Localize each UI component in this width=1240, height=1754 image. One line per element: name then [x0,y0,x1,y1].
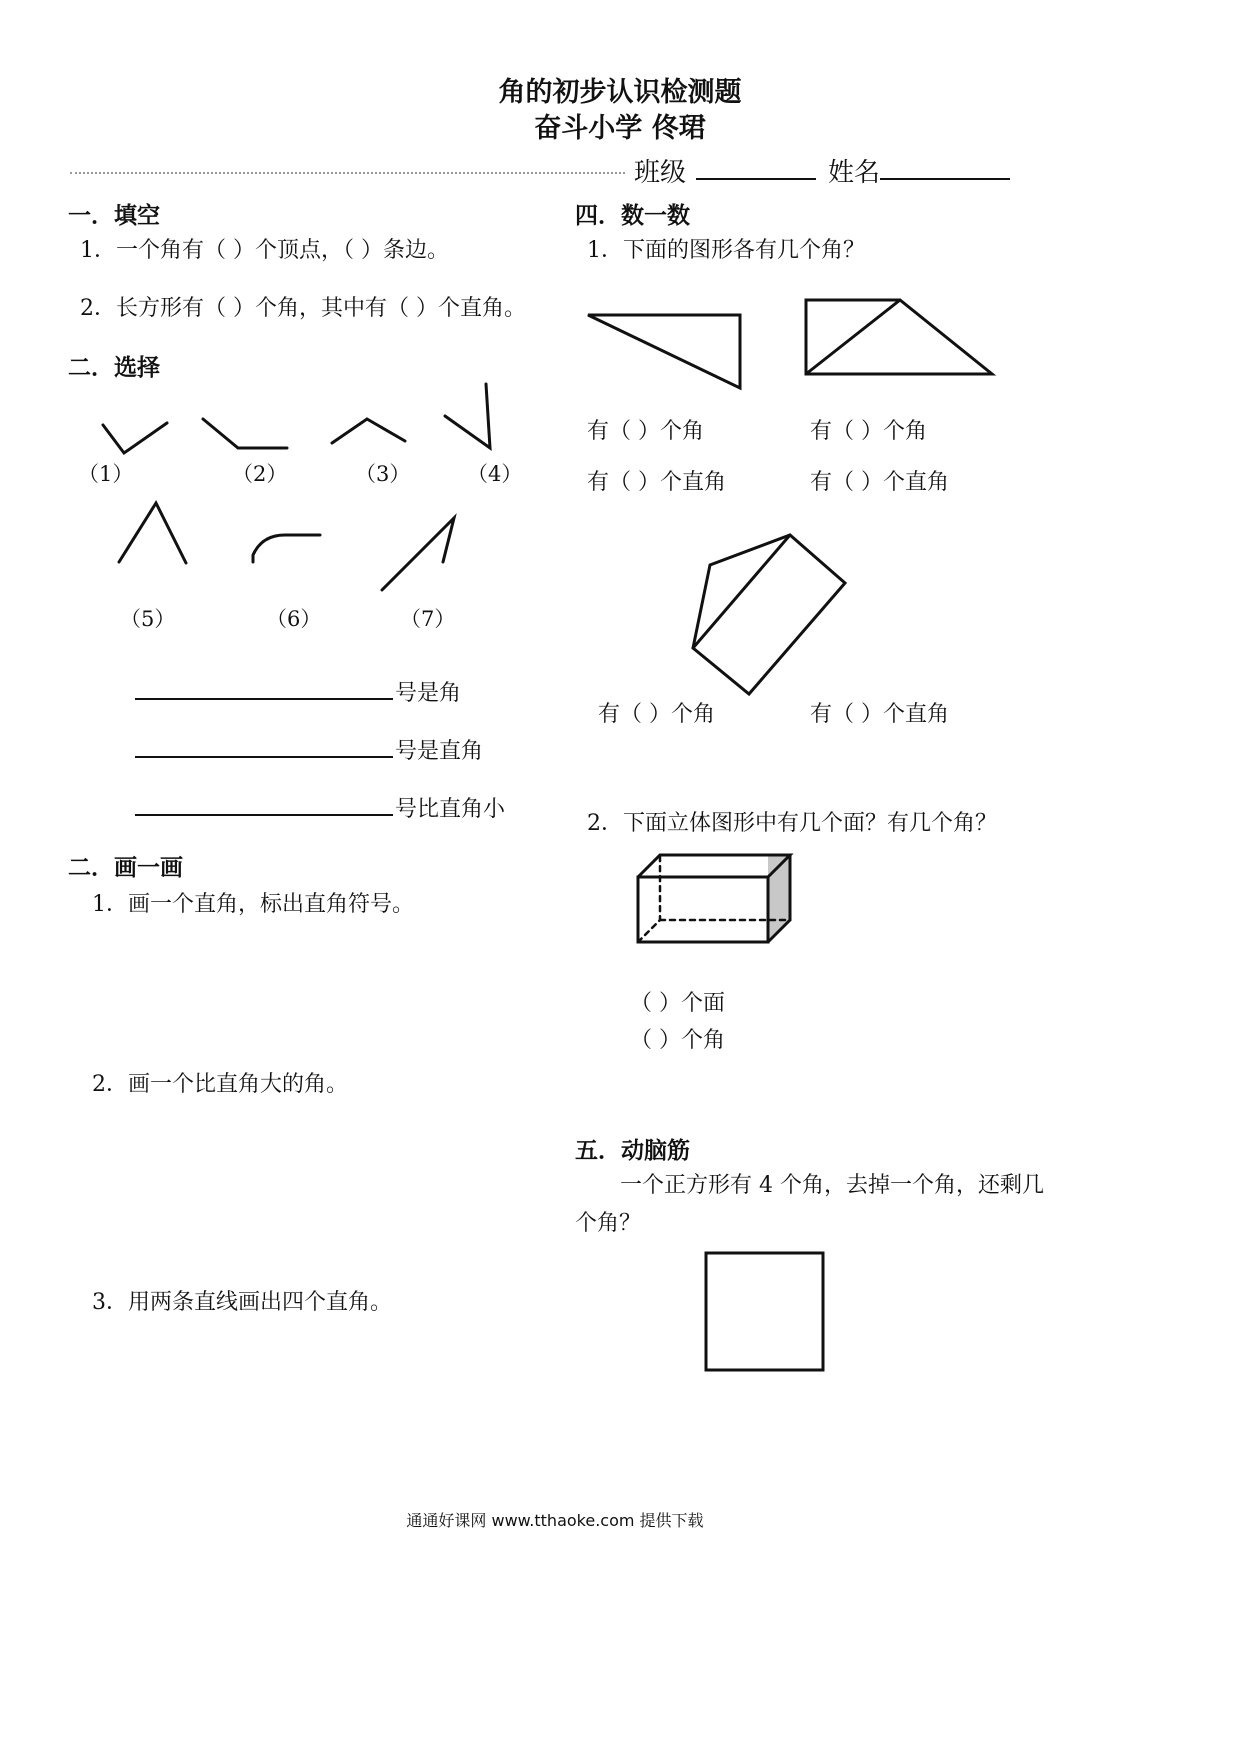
faces-blank: （ ）个面 [630,991,725,1016]
fig-b-right-angles: 有（ ）个直角 [810,470,949,495]
square-shape [706,1253,823,1370]
answer-label-2: 号是直角 [395,739,484,764]
section4-heading: 四．数一数 [575,203,690,229]
fig-c-right-angles: 有（ ）个直角 [810,702,949,727]
page-subtitle: 奋斗小学 佟珺 [534,113,706,144]
section1-q1: 1．一个角有（ ）个顶点，（ ）条边。 [80,238,449,263]
angle-label-5: （5） [120,607,176,631]
fig-b-angles: 有（ ）个角 [810,419,927,444]
fig-a-angles: 有（ ）个角 [587,419,704,444]
page-title: 角的初步认识检测题 [498,77,742,108]
section5-heading: 五．动脑筋 [575,1138,690,1164]
angle-label-7: （7） [400,607,456,631]
footer-text: 通通好课网 www.tthaoke.com 提供下载 [406,1511,704,1530]
section1-q2: 2．长方形有（ ）个角，其中有（ ）个直角。 [80,296,526,321]
section1-heading: 一．填空 [68,203,160,229]
section3-q1: 1．画一个直角，标出直角符号。 [92,892,414,917]
angle-label-3: （3） [355,462,411,486]
trapezoid-shape [806,300,992,374]
angle-label-6: （6） [266,607,322,631]
section5-line1: 一个正方形有 4 个角，去掉一个角，还剩几 [620,1173,1044,1198]
right-triangle-shape [588,315,740,388]
fig-c-angles: 有（ ）个角 [598,702,715,727]
name-label: 姓名 [828,158,881,188]
corners-blank: （ ）个角 [630,1028,725,1053]
section3-q3: 3．用两条直线画出四个直角。 [92,1290,392,1315]
section3-q2: 2．画一个比直角大的角。 [92,1072,348,1097]
answer-label-1: 号是角 [395,681,462,706]
fig-a-right-angles: 有（ ）个直角 [587,470,726,495]
box-front-face [638,877,768,942]
section5-line2: 个角？ [575,1211,642,1236]
section3-heading: 二．画一画 [68,855,183,881]
class-label: 班级 [634,158,687,188]
section4-q1: 1．下面的图形各有几个角？ [587,238,865,263]
angle-label-4: （4） [467,462,523,486]
angle-label-1: （1） [78,462,134,486]
trapezoid-diagonal [806,300,900,374]
angle-label-2: （2） [232,462,288,486]
section2-heading: 二．选择 [68,355,160,381]
section4-q2: 2．下面立体图形中有几个面？有几个角？ [587,811,997,836]
answer-label-3: 号比直角小 [395,797,506,822]
